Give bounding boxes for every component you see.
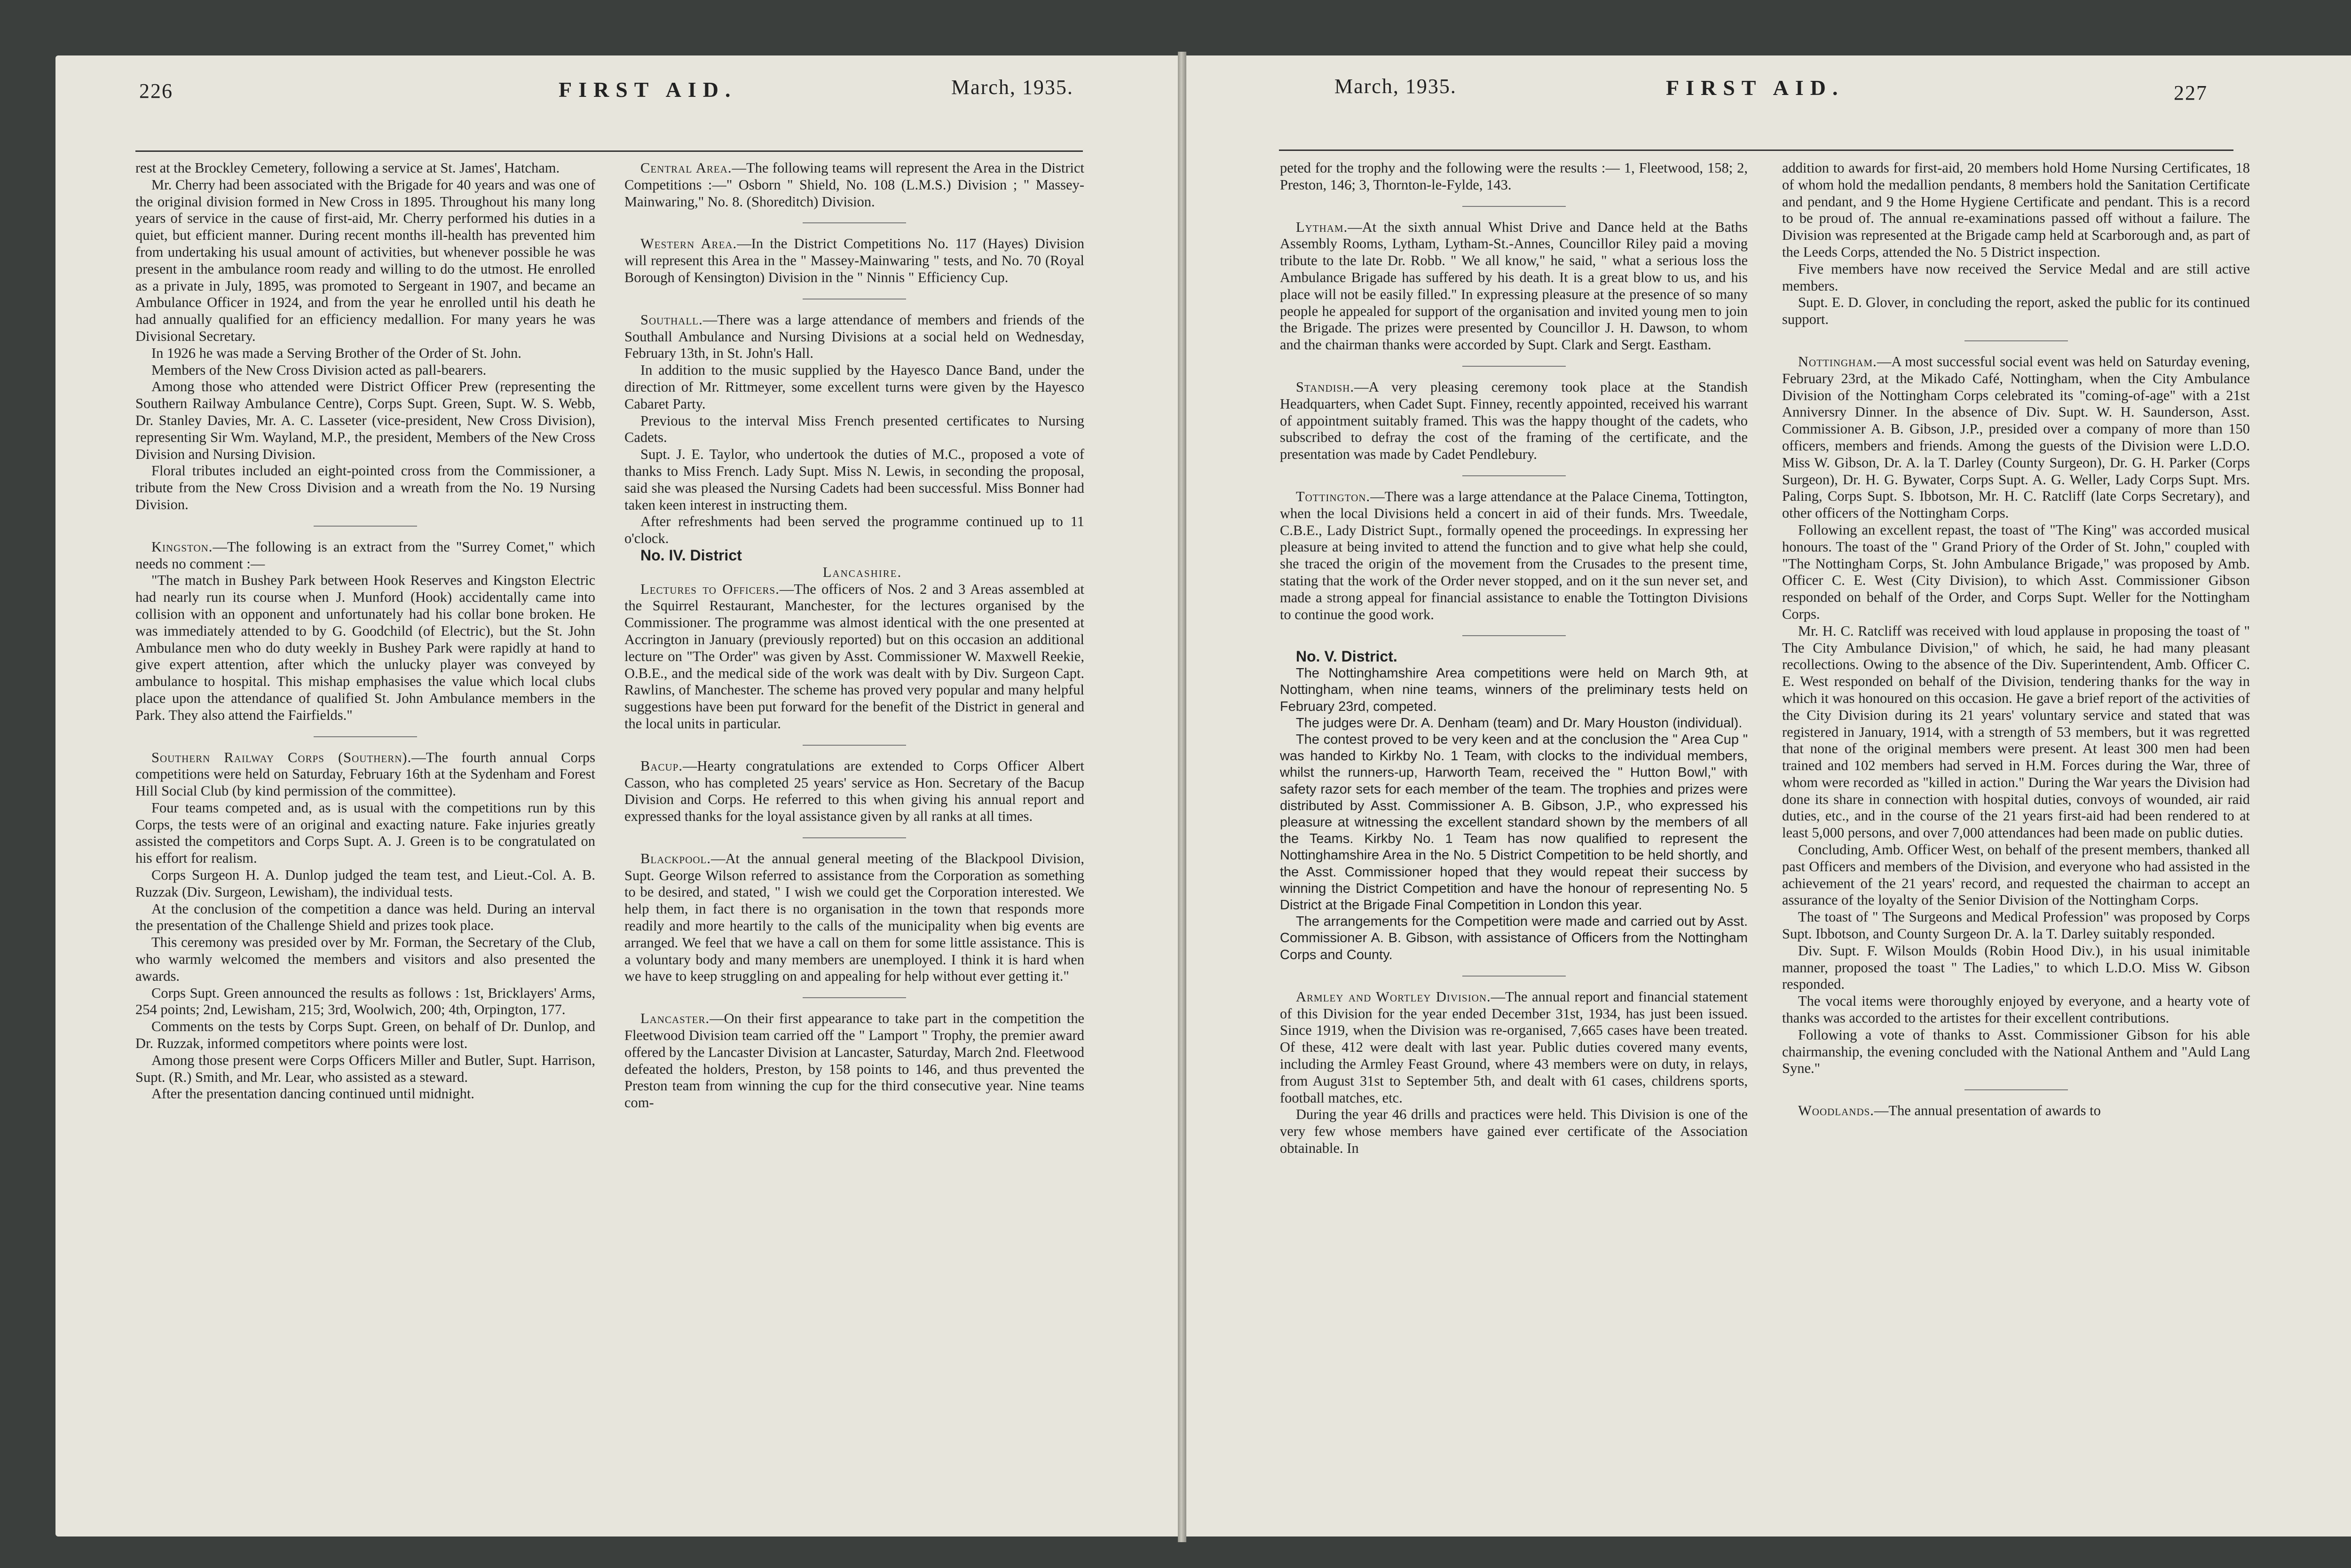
article-paragraph: Supt. J. E. Taylor, who undertook the duties of M.C., proposed a vote of thanks to Miss French. Lady Supt. Miss N. Lewis, in seconding the proposal, said she was pleased the Nursing Cadets had been successful. Miss Bonner had taken keen interest in instructing them.: [624, 446, 1084, 513]
article-paragraph: This ceremony was presided over by Mr. Forman, the Secretary of the Club, who warmly welcomed the members and visitors and also presented the awards.: [135, 934, 595, 984]
article-paragraph: Among those present were Corps Officers Miller and Butler, Supt. Harrison, Supt. (R.) Smith, and Mr. Lear, who assisted as a steward.: [135, 1052, 595, 1085]
section-divider: [1462, 206, 1566, 207]
article-paragraph: addition to awards for first-aid, 20 members hold Home Nursing Certificates, 18 of whom hold the medallion pendants, 8 members hold the Sanitation Certificate and pendant, and 9 the Home Hygiene Certificate and pendant. This is a record to be proud of. The annual re-examinations passed off without a failure. The Division was represented at the Brigade camp held at Scarborough and, as part of the Leeds Corps, attended the No. 5 District inspection.: [1782, 160, 2250, 260]
article-paragraph: The judges were Dr. A. Denham (team) and Dr. Mary Houston (individual).: [1296, 715, 1743, 731]
item-title: Woodlands.: [1798, 1103, 1874, 1119]
section-divider: [803, 222, 906, 223]
section-divider: [803, 997, 906, 998]
right-page-number: 227: [2174, 81, 2208, 104]
item-title: Bacup.: [640, 757, 683, 774]
district-heading: No. V. District.: [1296, 648, 1397, 665]
left-running-title: FIRST AID.: [559, 78, 737, 102]
item-title: Tottington.: [1296, 488, 1371, 504]
left-column-2: [624, 160, 1084, 1111]
left-header-rule: [135, 150, 1083, 152]
section-divider: [803, 745, 906, 746]
right-page-header: [1184, 66, 2351, 108]
article-paragraph: Woodlands.—The annual presentation of awards to: [1798, 1103, 2101, 1119]
article-paragraph: Central Area.—The following teams will represent the Area in the District Competitions :—" Osborn " Shield, No. 108 (L.M.S.) Division ; " Massey-Mainwaring," No. 8. (Shoreditch) Division.: [624, 160, 1084, 210]
section-divider: [1462, 635, 1566, 636]
section-divider: [1462, 976, 1566, 977]
article-paragraph: Supt. E. D. Glover, in concluding the report, asked the public for its continued support.: [1782, 294, 2250, 328]
article-paragraph: Five members have now received the Service Medal and are still active members.: [1782, 260, 2250, 294]
left-column-1: [135, 160, 595, 1103]
article-paragraph: Blackpool.—At the annual general meeting of the Blackpool Division, Supt. George Wilson referred to assistance from the Corporation as something to be desired, and stated, " I wish we could get the Corporation interested. We help them, in fact there is no organisation in the town that responds more readily and more heartily to the calls of the municipality when big events are arranged. We feel that we have a call on them for some little assistance. This is a voluntary body and many members are unemployed. I think it is hard when we have to keep struggling on and appealing for help without ever getting it.": [624, 850, 1084, 985]
article-paragraph: In 1926 he was made a Serving Brother of the Order of St. John.: [151, 345, 521, 361]
left-page-header: [55, 66, 1180, 108]
article-paragraph: Nottingham.—A most successful social event was held on Saturday evening, February 23rd, at the Mikado Café, Nottingham, when the City Ambulance Division of the Nottingham Corps celebrated its "coming-of-age" with a 21st Anniversry Dinner. In the absence of Div. Supt. W. H. Saunderson, Asst. Commissioner A. B. Gibson, J.P., presided over a company of more than 150 officers, members and friends. Among the guests of the Division were L.D.O. Miss W. Gibson, Dr. A. la T. Darley (County Surgeon), Dr. G. H. Parker (Corps Surgeon), Dr. H. G. Bywater, Corps Supt. A. G. Weller, Lady Corps Supt. Mrs. Paling, Corps Supt. S. Ibbotson, Mr. H. C. Ratcliff (late Corps Secretary), and other officers of the Nottingham Corps.: [1782, 353, 2250, 521]
article-paragraph: Div. Supt. F. Wilson Moulds (Robin Hood Div.), in his usual inimitable manner, proposed the toast " The Ladies," to which L.D.O. Miss W. Gibson responded.: [1782, 942, 2250, 993]
article-paragraph: Comments on the tests by Corps Supt. Green, on behalf of Dr. Dunlop, and Dr. Ruzzak, informed competitors where points were lost.: [135, 1018, 595, 1052]
article-paragraph: Western Area.—In the District Competitions No. 117 (Hayes) Division will represent this Area in the " Massey-Mainwaring " tests, and No. 70 (Royal Borough of Kensington) Division in the " Ninnis " Efficiency Cup.: [624, 236, 1084, 285]
article-paragraph: Armley and Wortley Division.—The annual report and financial statement of this Division for the year ended December 31st, 1934, has just been issued. Since 1919, when the Division was re-organised, 7,665 cases have been treated. Of these, 412 were dealt with last year. Public duties covered many events, including the Armley Feast Ground, where 43 members were on duty, in relays, from August 31st to September 5th, and dealt with 61 cases, childrens sports, football matches, etc.: [1280, 988, 1748, 1106]
article-paragraph: Tottington.—There was a large attendance at the Palace Cinema, Tottington, when the local Divisions held a concert in aid of their funds. Mrs. Tweedale, C.B.E., Lady District Supt., formally opened the proceedings. In expressing her pleasure at being invited to attend the function and to give what help she could, she traced the origin of the movement from the Crusades to the present time, stating that the work of the Order never stopped, and on it the sun never set, and made a strong appeal for financial assistance to enable the Tottington Divisions to continue the good work.: [1280, 488, 1748, 622]
article-paragraph: Lytham.—At the sixth annual Whist Drive and Dance held at the Baths Assembly Rooms, Lytham, Lytham-St.-Annes, Councillor Riley paid a moving tribute to the late Dr. Robb. " We all know," he said, " what a serious loss the Ambulance Brigade has suffered by his death. It is a great blow to us, and his place will not be easily filled." In expressing pleasure at the presence of so many people he appealed for support of the organisation and invited young men to join the Brigade. The prizes were presented by Councillor J. H. Dawson, to whom and the chairman thanks were accorded by Supt. Clark and Sergt. Eastham.: [1280, 219, 1748, 353]
article-paragraph: In addition to the music supplied by the Hayesco Dance Band, under the direction of Mr. Rittmeyer, some excellent turns were given by the Hayesco Cabaret Party.: [624, 362, 1084, 412]
section-divider: [1462, 366, 1566, 367]
article-paragraph: The contest proved to be very keen and at the conclusion the " Area Cup " was handed to Kirkby No. 1 Team, with clocks to the individual members, whilst the runners-up, Harworth Team, received the " Hutton Bowl," with safety razor sets for each member of the team. The trophies and prizes were distributed by Asst. Commissioner A. B. Gibson, J.P., who expressed his pleasure at witnessing the excellent standard shown by the members of all the Teams. Kirkby No. 1 Team has now qualified to represent the Nottinghamshire Area in the No. 5 District Competition to be held shortly, and the Asst. Commissioner hoped that they would repeat their success by winning the District Competition and have the honour of representing No. 5 District at the Brigade Final Competition in London this year.: [1280, 732, 1748, 913]
article-paragraph: rest at the Brockley Cemetery, following a service at St. James', Hatcham.: [135, 160, 560, 176]
item-title: Blackpool.: [640, 850, 711, 867]
article-paragraph: Lectures to Officers.—The officers of Nos. 2 and 3 Areas assembled at the Squirrel Restaurant, Manchester, for the lectures organised by the Commissioner. The programme was almost identical with the one presented at Accrington in January (previously reported) but on this occasion an additional lecture on "The Order" was given by Asst. Commissioner W. Maxwell Reekie, O.B.E., and the medical side of the work was dealt with by Div. Surgeon Capt. Rawlins, of Manchester. The scheme has proved very popular and many helpful suggestions have been put forward for the benefit of the District in general and the local units in particular.: [624, 581, 1084, 732]
section-divider: [314, 736, 417, 737]
right-running-title: FIRST AID.: [1666, 76, 1845, 100]
item-title: Western Area.: [640, 236, 737, 252]
item-title: Lectures to Officers.: [640, 581, 780, 597]
item-title: Kingston.: [151, 538, 213, 555]
article-paragraph: Southall.—There was a large attendance of members and friends of the Southall Ambulance and Nursing Divisions at a social held on Wednesday, February 13th, in St. John's Hall.: [624, 311, 1084, 362]
item-title: Southern Railway Corps (Southern).: [151, 749, 412, 765]
item-title: Lytham.: [1296, 219, 1348, 235]
item-title: Armley and Wortley Division.: [1296, 988, 1491, 1005]
left-page-date: March, 1935.: [951, 76, 1073, 99]
item-title: Nottingham.: [1798, 353, 1877, 370]
article-paragraph: Corps Supt. Green announced the results as follows : 1st, Bricklayers' Arms, 254 points; 2nd, Lewisham, 215; 3rd, Woolwich, 200; 4th, Orpington, 177.: [135, 985, 595, 1018]
article-paragraph: After the presentation dancing continued until midnight.: [151, 1086, 474, 1102]
article-paragraph: Concluding, Amb. Officer West, on behalf of the present members, thanked all past Officers and members of the Division, and everyone who had assisted in the achievement of the 21 years' record, and requested the chairman to accept an assurance of the loyalty of the Senior Division of the Nottingham Corps.: [1782, 842, 2250, 908]
article-paragraph: Mr. H. C. Ratcliff was received with loud applause in proposing the toast of " The City Ambulance Division," of which, he said, he had many pleasant recollections. Owing to the absence of the Div. Superintendent, Amb. Officer C. E. West responded on behalf of the Division, tendering thanks for the way in which it was honoured on this occasion. He gave a brief report of the activities of the City Division during its 21 years' voluntary service and stated that was registered in January, 1914, with a strength of 53 members, but it was regretted that none of the original members were present. At least 300 men had been trained and 102 members had served in H.M. Forces during the War, three of whom were recorded as "killed in action." During the War years the Division had done its share in connection with hospital duties, convoys of wounded, air raid duties, etc., and in the course of the 21 years first-aid had been rendered to at least 5,000 persons, and over 7,000 attendances had been made on public duties.: [1782, 622, 2250, 841]
article-paragraph: Mr. Cherry had been associated with the Brigade for 40 years and was one of the original division formed in New Cross in 1895. Throughout his many long years of service in the cause of first-aid, Mr. Cherry performed his duties in a quiet, but efficient manner. During recent months ill-health has prevented him from undertaking his usual amount of activities, but whenever possible he was present in the ambulance room ready and willing to do the utmost. He enrolled as a private in July, 1895, was promoted to Sergeant in 1907, and became an Ambulance Officer in 1924, and from the year he enrolled until his death he had annually qualified for an efficiency medallion. For many years he was Divisional Secretary.: [135, 176, 595, 344]
district-heading: No. IV. District: [640, 546, 742, 564]
article-paragraph: The toast of " The Surgeons and Medical Profession" was proposed by Corps Supt. Ibbotson, and County Surgeon Dr. A. la T. Darley suitably responded.: [1782, 909, 2250, 942]
right-page-date: March, 1935.: [1334, 75, 1457, 98]
article-paragraph: Kingston.—The following is an extract from the "Surrey Comet," which needs no comment :—: [135, 538, 595, 572]
article-paragraph: At the conclusion of the competition a dance was held. During an interval the presentation of the Challenge Shield and prizes took place.: [135, 900, 595, 934]
article-paragraph: "The match in Bushey Park between Hook Reserves and Kingston Electric had nearly run its course when J. Munford (Hook) accidentally came into collision with an opponent and unfortunately had his collar bone broken. He was immediately attended to by G. Goodchild (of Electric), but the St. John Ambulance men who do duty weekly in Bushey Park were rapidly at hand to give expert attention, after which the unlucky player was conveyed by ambulance to hospital. This mishap emphasises the value which local clubs place upon the attendance of qualified St. John Ambulance members in the Park. They also attend the Fairfields.": [135, 572, 595, 723]
section-divider: [314, 526, 417, 527]
article-paragraph: The arrangements for the Competition were made and carried out by Asst. Commissioner A. B. Gibson, with assistance of Officers from the Nottingham Corps and County.: [1280, 914, 1748, 962]
article-paragraph: Southern Railway Corps (Southern).—The fourth annual Corps competitions were held on Saturday, February 16th at the Sydenham and Forest Hill Social Club (by kind permission of the committee).: [135, 749, 595, 799]
article-paragraph: The vocal items were thoroughly enjoyed by everyone, and a hearty vote of thanks was accorded to the artistes for their excellent contributions.: [1782, 993, 2250, 1026]
article-paragraph: During the year 46 drills and practices were held. This Division is one of the very few whose members have gained ever certificate of the Association obtainable. In: [1280, 1106, 1748, 1156]
right-column-2: [1782, 160, 2250, 1119]
article-paragraph: Floral tributes included an eight-pointed cross from the Commissioner, a tribute from the New Cross Division and a wreath from the No. 19 Nursing Division.: [135, 463, 595, 512]
item-title: Standish.: [1296, 378, 1355, 395]
article-paragraph: Standish.—A very pleasing ceremony took place at the Standish Headquarters, when Cadet Supt. Finney, recently appointed, received his warrant of appointment suitably framed. This was the happy thought of the cadets, who subscribed to defray the cost of the framing of the certificate, and the presentation was made by Cadet Pendlebury.: [1280, 378, 1748, 463]
item-title: Southall.: [640, 311, 703, 328]
right-header-rule: [1279, 150, 2233, 151]
section-divider: [1462, 475, 1566, 476]
article-paragraph: The Nottinghamshire Area competitions were held on March 9th, at Nottingham, when nine teams, winners of the preliminary tests held on February 23rd, competed.: [1280, 666, 1748, 714]
left-page-number: 226: [139, 79, 173, 102]
area-subheading: Lancashire.: [822, 564, 902, 580]
article-paragraph: Among those who attended were District Officer Prew (representing the Southern Railway Ambulance Centre), Corps Supt. Green, Supt. W. S. Webb, Dr. Stanley Davies, Mr. A. C. Lasseter (vice-president, New Cross Division), representing Sir Wm. Wayland, M.P., the president, Members of the New Cross Division and Nursing Division.: [135, 378, 595, 462]
article-paragraph: Following an excellent repast, the toast of "The King" was accorded musical honours. The toast of the " Grand Priory of the Order of St. John," coupled with "The Nottingham Corps, St. John Ambulance Brigade," was proposed by Amb. Officer C. E. West (City Division), to which Asst. Commissioner Gibson responded on behalf of the Order, and Corps Supt. Weller for the Nottingham Corps.: [1782, 521, 2250, 622]
article-paragraph: peted for the trophy and the following were the results :— 1, Fleetwood, 158; 2, Preston, 146; 3, Thornton-le-Fylde, 143.: [1280, 160, 1748, 193]
right-column-1: [1280, 160, 1748, 1157]
section-divider: [803, 837, 906, 838]
section-divider: [1964, 1089, 2068, 1090]
article-paragraph: Previous to the interval Miss French presented certificates to Nursing Cadets.: [624, 412, 1084, 446]
article-paragraph: Four teams competed and, as is usual with the competitions run by this Corps, the tests were of an original and exacting nature. Fake injuries greatly assisted the competitors and Corps Supt. A. J. Green is to be congratulated on his effort for realism.: [135, 799, 595, 867]
article-paragraph: Corps Surgeon H. A. Dunlop judged the team test, and Lieut.-Col. A. B. Ruzzak (Div. Surgeon, Lewisham), the individual tests.: [135, 867, 595, 900]
article-paragraph: Lancaster.—On their first appearance to take part in the competition the Fleetwood Division team carried off the " Lamport " Trophy, the premier award offered by the Lancaster Division at Lancaster, Saturday, March 2nd. Fleetwood defeated the holders, Preston, by 158 points to 146, and thus prevented the Preston team from winning the cup for the third consecutive year. Nine teams com-: [624, 1010, 1084, 1111]
section-divider: [1964, 340, 2068, 341]
article-paragraph: Bacup.—Hearty congratulations are extended to Corps Officer Albert Casson, who has completed 25 years' service as Hon. Secretary of the Bacup Division and Corps. He referred to this when giving his annual report and expressed thanks for the loyal assistance given by all ranks at all times.: [624, 757, 1084, 825]
item-title: Central Area.: [640, 160, 732, 176]
item-title: Lancaster.: [640, 1010, 710, 1027]
book-spine: [1178, 52, 1186, 1542]
article-paragraph: Following a vote of thanks to Asst. Commissioner Gibson for his able chairmanship, the evening concluded with the National Anthem and "Auld Lang Syne.": [1782, 1026, 2250, 1077]
article-paragraph: Members of the New Cross Division acted as pall-bearers.: [151, 362, 487, 378]
article-paragraph: After refreshments had been served the programme continued up to 11 o'clock.: [624, 513, 1084, 547]
